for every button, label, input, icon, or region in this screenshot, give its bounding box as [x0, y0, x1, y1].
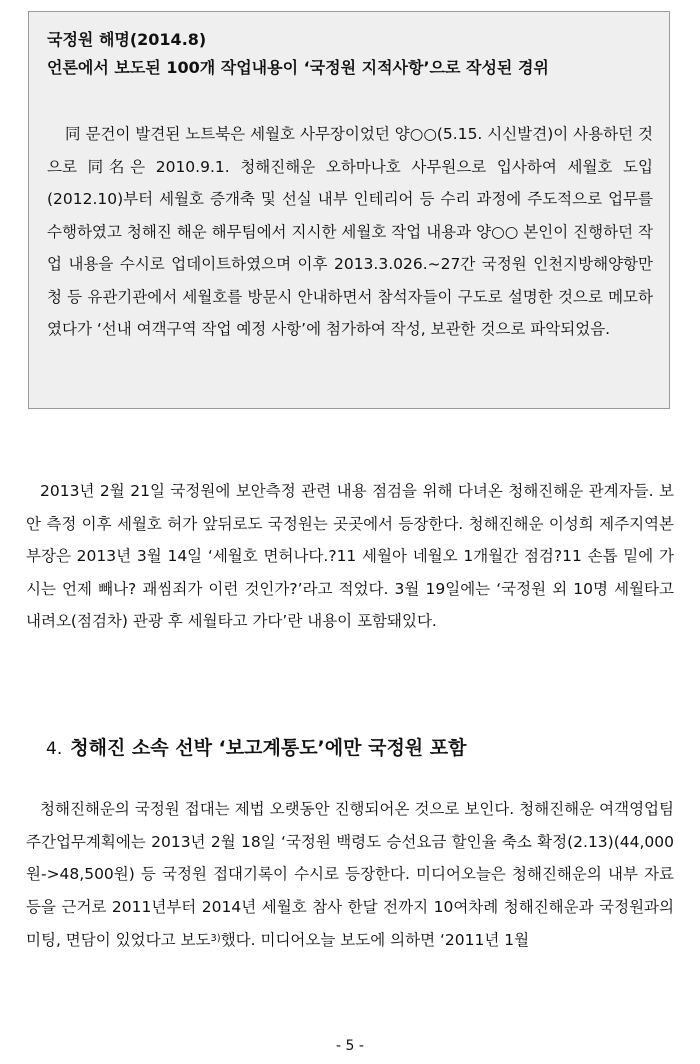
box-body-text: [47, 118, 653, 346]
explanation-box: [28, 11, 670, 409]
footnote-marker: 3): [210, 933, 221, 944]
section-heading: [46, 733, 466, 760]
box-body-content: 同 문건이 발견된 노트북은 세월호 사무장이었던 양○○(5.15. 시신발견)이 사용하던 것으로 同名은 2010.9.1. 청해진해운 오하마나호 사무원으로 입사하여 세월호 도입(2012.10)부터 세월호 증개축 및 선실 내부 인테리어 등 수리 과정에 주도적으로 업무를 수행하였고 청해진 해운 해무팀에서 지시한 세월호 작업 내용과 양○○ 본인이 진행하던 작업 내용을 수시로 업데이트하였으며 이후 2013.3.026.~27간 국정원 인천지방해양항만청 등 유관기관에서 세월호를 방문시 안내하면서 참석자들이 구도로 설명한 것으로 메모하였다가 ‘선내 여객구역 작업 예정 사항’에 첨가하여 작성, 보관한 것으로 파악되었음.: [47, 125, 653, 338]
paragraph-1-text: 2013년 2월 21일 국정원에 보안측정 관련 내용 점검을 위해 다녀온 청해진해운 관계자들. 보안 측정 이후 세월호 허가 앞뒤로도 국정원는 곳곳에서 등장한다. 청해진해운 이성희 제주지역본부장은 2013년 3월 14일 ‘세월호 면허나다.?11 세월아 네월오 1개월간 점검?11 손톱 밑에 가시는 언제 빼나? 괘씸죄가 이런 것인가?’라고 적었다. 3월 19일에는 ‘국정원 외 10명 세월타고 내려오(점검차) 관광 후 세월타고 가다’란 내용이 포함돼있다.: [26, 482, 674, 630]
paragraph-2-text-a: 청해진해운의 국정원 접대는 제법 오랫동안 진행되어온 것으로 보인다. 청해진해운 여객영업팀 주간업무계획에는 2013년 2월 18일 ‘국정원 백령도 승선요금 할인율 축소 확정(2.13)(44,000원->48,500원) 등 국정원 접대기록이 수시로 등장한다. 미디어오늘은 청해진해운의 내부 자료 등을 근거로 2011년부터 2014년 세월호 참사 한달 전까지 10여차례 청해진해운과 국정원과의 미팅, 면담이 있었다고 보도: [26, 800, 674, 949]
paragraph-2: [26, 793, 674, 957]
section-number: 4.: [46, 739, 63, 759]
paragraph-2-text-b: 했다. 미디어오늘 보도에 의하면 ‘2011년 1월: [220, 931, 530, 949]
paragraph-1: [26, 475, 674, 638]
box-subtitle: 언론에서 보도된 100개 작업내용이 ‘국정원 지적사항’으로 작성된 경위: [47, 58, 549, 77]
box-title: 국정원 해명(2014.8): [47, 30, 207, 49]
page-number: - 5 -: [336, 1038, 364, 1054]
section-title: 청해진 소속 선박 ‘보고계통도’에만 국정원 포함: [70, 737, 467, 759]
